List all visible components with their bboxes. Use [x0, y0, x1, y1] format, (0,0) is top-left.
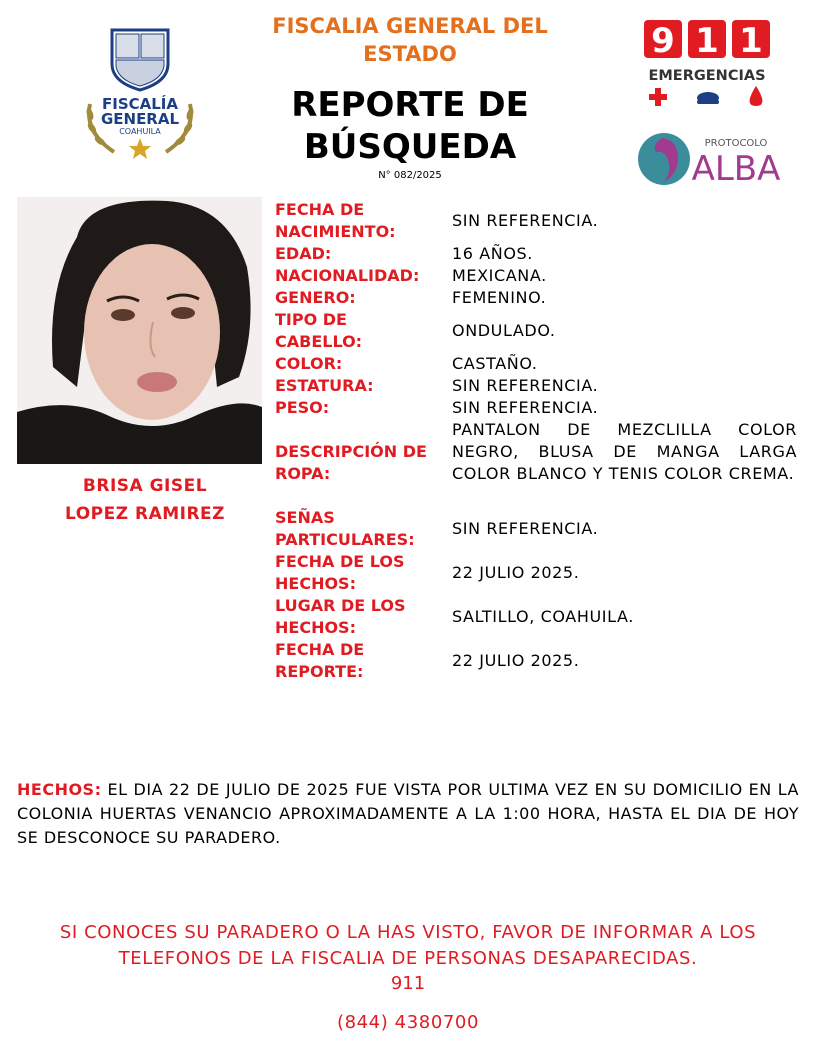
- value-genero: FEMENINO.: [452, 288, 547, 307]
- agency-title-line2: ESTADO: [363, 42, 457, 66]
- value-descripcion-ropa: PANTALON DE MEZCLILLA COLOR NEGRO, BLUSA DE MANGA LARGA COLOR BLANCO Y TENIS COLOR CREMA.: [452, 420, 797, 483]
- value-fecha-hechos: 22 JULIO 2025.: [452, 563, 580, 582]
- agency-title: [240, 12, 580, 68]
- report-folio: N° 082/2025: [378, 170, 442, 181]
- person-name-line1: BRISA GISEL: [82, 476, 208, 496]
- fiscalia-coahuila-logo: [70, 24, 210, 164]
- 911-emergencias-logo: [640, 18, 776, 118]
- 911-digit-2: 1: [695, 21, 719, 61]
- label-genero: GENERO:: [275, 288, 356, 307]
- report-title: [240, 84, 580, 168]
- value-estatura: SIN REFERENCIA.: [452, 376, 599, 395]
- call-to-action: SI CONOCES SU PARADERO O LA HAS VISTO, FAVOR DE INFORMAR A LOS TELEFONOS DE LA FISCALIA DE PERSONAS DESAPARECIDAS.: [59, 922, 757, 969]
- protocolo-alba-logo: [638, 130, 784, 188]
- label-nacionalidad: NACIONALIDAD:: [275, 266, 420, 285]
- emergency-number: 911: [390, 973, 426, 994]
- fiscalia-logo-line1: FISCALÍA: [102, 95, 178, 113]
- hechos-label: HECHOS:: [17, 780, 102, 799]
- value-peso: SIN REFERENCIA.: [452, 398, 599, 417]
- 911-digit-3: 1: [739, 21, 763, 61]
- 911-emergencias-label: EMERGENCIAS: [648, 68, 766, 84]
- value-lugar-hechos: SALTILLO, COAHUILA.: [452, 607, 634, 626]
- label-estatura: ESTATURA:: [275, 376, 374, 395]
- fiscalia-logo-line2: GENERAL: [100, 110, 180, 128]
- label-fecha-hechos: FECHA DE LOS HECHOS:: [275, 552, 405, 593]
- value-edad: 16 AÑOS.: [452, 244, 533, 263]
- star-icon: [129, 138, 151, 159]
- missing-person-photo: [17, 197, 262, 464]
- label-lugar-hechos: LUGAR DE LOS HECHOS:: [275, 596, 406, 637]
- person-name-line2: LOPEZ RAMIREZ: [64, 504, 225, 524]
- alba-big-text: ALBA: [691, 149, 781, 188]
- alba-small-text: PROTOCOLO: [704, 138, 768, 149]
- hechos-text: EL DIA 22 DE JULIO DE 2025 FUE VISTA POR ULTIMA VEZ EN SU DOMICILIO EN LA COLONIA HUERTAS VENANCIO APROXIMADAMENTE A LA 1:00 HORA, HASTA EL DIA DE HOY SE DESCONOCE SU PARADERO.: [17, 780, 799, 847]
- label-senas-particulares: SEÑAS PARTICULARES:: [275, 508, 415, 549]
- value-fecha-reporte: 22 JULIO 2025.: [452, 651, 580, 670]
- value-nacionalidad: MEXICANA.: [452, 266, 547, 285]
- label-peso: PESO:: [275, 398, 330, 417]
- label-edad: EDAD:: [275, 244, 332, 263]
- value-fecha-nacimiento: SIN REFERENCIA.: [452, 211, 599, 230]
- fire-icon: [750, 86, 763, 106]
- report-title-line1: REPORTE DE: [291, 85, 529, 125]
- label-fecha-nacimiento: FECHA DE NACIMIENTO:: [275, 200, 396, 241]
- fiscalia-logo-line3: COAHUILA: [119, 127, 161, 136]
- label-fecha-reporte: FECHA DE REPORTE:: [275, 640, 365, 681]
- label-descripcion-ropa: DESCRIPCIÓN DE ROPA:: [275, 442, 427, 483]
- label-tipo-cabello: TIPO DE CABELLO:: [275, 310, 363, 351]
- agency-title-line1: FISCALIA GENERAL DEL: [272, 14, 548, 38]
- person-portrait: [17, 197, 262, 464]
- contact-phone: (844) 4380700: [336, 1012, 480, 1033]
- 911-digit-1: 9: [651, 21, 675, 61]
- value-senas-particulares: SIN REFERENCIA.: [452, 519, 599, 538]
- police-cap-icon: [697, 92, 719, 104]
- value-tipo-cabello: ONDULADO.: [452, 321, 556, 340]
- value-color: CASTAÑO.: [452, 354, 538, 373]
- hechos-paragraph: [17, 778, 799, 850]
- medical-cross-icon: [649, 88, 667, 106]
- report-title-line2: BÚSQUEDA: [303, 127, 517, 167]
- label-color: COLOR:: [275, 354, 343, 373]
